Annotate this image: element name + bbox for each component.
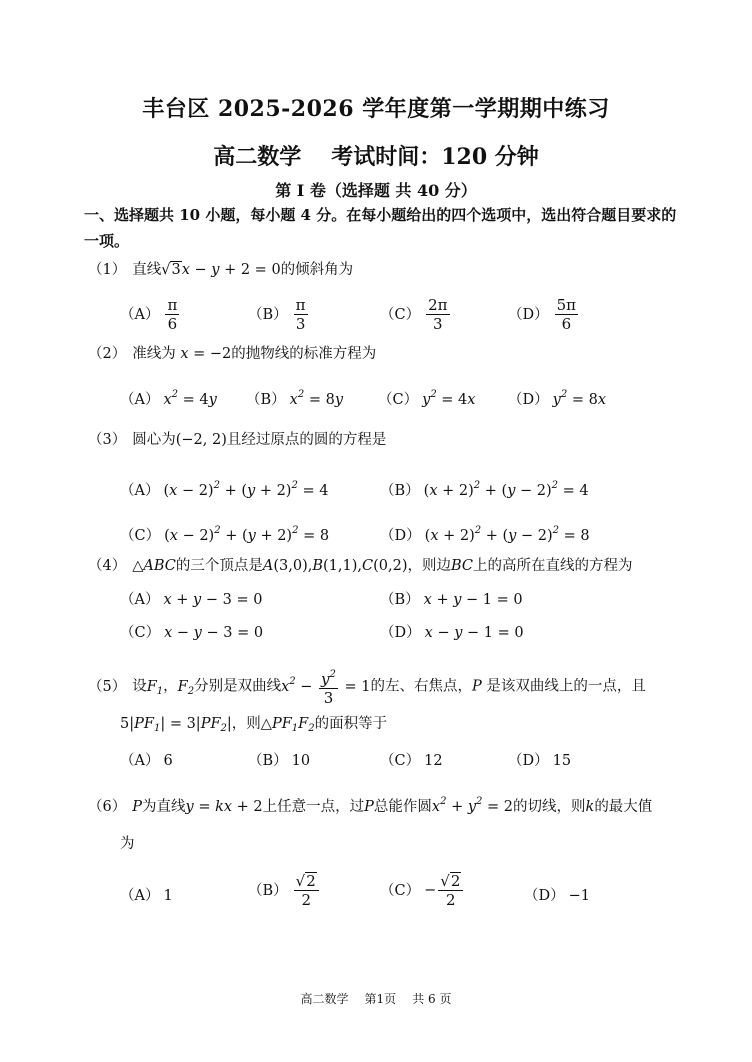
section-instructions: 一、选择题共 10 小题，每小题 4 分。在每小题给出的四个选项中，选出符合题目要求的一项。 [84,206,677,250]
formula: x + y − 3 = 0 [163,592,263,608]
formula: x = −2 [175,346,232,362]
formula: y = kx + 2 [185,799,263,815]
fraction: $\frac{\pi}{3}$ [295,296,306,333]
question-4-option-c: （C） x − y − 3 = 0 [120,625,264,641]
fraction: $\frac{√2}{2}$ [294,872,319,909]
question-6-option-c: （C） − $\frac{√2}{2}$ [380,872,465,909]
subject-label: 高二数学 [213,144,302,170]
question-2-option-d: （D） $y^2 = 8x$ [508,389,606,408]
formula: $x^2 = 8y$ [289,389,344,408]
fraction: $\frac{5\pi}{6}$ [556,296,577,333]
question-3-stem: （3） 圆心为(−2, 2)且经过原点的圆的方程是 [88,432,387,448]
exam-time: 考试时间：120 分钟 [331,144,539,170]
question-5-stem: （5） 设$F_1$，$F_2$分别是双曲线$x^2$ − $\frac{y^2}{3}$ = 1的左、右焦点，P 是该双曲线上的一点，且 [88,669,646,707]
question-2-option-c: （C） $y^2 = 4x$ [378,389,476,408]
formula: BC [450,558,474,574]
question-6-continuation: 为 [120,836,135,852]
question-2-option-a: （A） $x^2 = 4y$ [120,389,217,408]
question-3-option-d: （D） $(x + 2)^2 + (y - 2)^2 = 8$ [380,525,590,544]
question-2-stem: （2） 准线为 x = −2的抛物线的标准方程为 [88,346,377,362]
footer-subject: 高二数学 [300,992,349,1006]
question-4-option-b: （B） x + y − 1 = 0 [380,592,523,608]
footer-page: 第1页 [364,992,397,1006]
stem-text: 的倾斜角为 [280,262,354,278]
question-1-option-b: （B） $\frac{\pi}{3}$ [248,296,306,333]
formula: $(x + 2)^2 + (y - 2)^2 = 4$ [423,480,589,499]
question-4-option-d: （D） x − y − 1 = 0 [380,625,524,641]
stem-text: 直线 [132,262,162,278]
fraction: $\frac{2\pi}{3}$ [428,296,448,333]
formula: $(x + 2)^2 + (y - 2)^2 = 8$ [424,525,590,544]
question-1-option-c: （C） $\frac{2\pi}{3}$ [380,296,448,333]
formula: $F_1$ [146,678,164,697]
question-3-option-b: （B） $(x + 2)^2 + (y - 2)^2 = 4$ [380,480,589,499]
formula: $(x - 2)^2 + (y + 2)^2 = 4$ [163,480,329,499]
question-5-continuation: $5|PF_1| = 3|PF_2|$，则$\triangle PF_1F_2$的面积等于 [120,716,388,734]
question-3-option-a: （A） $(x - 2)^2 + (y + 2)^2 = 4$ [120,480,329,499]
formula: P [132,799,142,815]
formula: √3x − y + 2 = 0 [161,262,281,278]
formula: A(3,0),B(1,1),C(0,2) [262,558,408,574]
question-6-stem: （6） P为直线y = kx + 2上任意一点，过P总能作圆$x^2 + y^2 = 2$的切线，则k的最大值 [88,796,653,815]
question-5-option-c: （C） 12 [380,753,443,769]
formula: $\triangle PF_1F_2$ [260,716,315,734]
formula: $(x - 2)^2 + (y + 2)^2 = 8$ [164,525,330,544]
formula: $x^2 + y^2 = 2$ [431,796,514,815]
question-6-option-b: （B） $\frac{√2}{2}$ [248,872,321,909]
formula: △ABC [132,558,176,574]
formula: $x^2 = 4y$ [163,389,217,408]
fraction: $\frac{\pi}{6}$ [167,296,178,333]
question-5-option-b: （B） 10 [248,753,311,769]
fraction: $\frac{√2}{2}$ [438,872,463,909]
formula: x + y − 1 = 0 [423,592,523,608]
question-1-stem [88,258,353,282]
question-1-option-a: （A） $\frac{\pi}{6}$ [120,296,178,333]
question-4-option-a: （A） x + y − 3 = 0 [120,592,263,608]
paper-part-heading: 第 I 卷（选择题 共 40 分） [275,181,477,200]
question-4-stem: （4） △ABC的三个顶点是A(3,0),B(1,1),C(0,2)，则边BC上的高所在直线的方程为 [88,558,633,574]
formula: x − y − 1 = 0 [424,625,524,641]
question-3-option-c: （C） $(x - 2)^2 + (y + 2)^2 = 8$ [120,525,330,544]
page-footer [0,990,752,1007]
footer-total: 共 6 页 [412,992,452,1006]
question-6-option-a: （A） 1 [120,888,173,904]
formula: $x^2$ − $\frac{y^2}{3}$ = 1 [281,669,371,707]
formula: (−2, 2) [175,432,227,448]
formula: x − y − 3 = 0 [164,625,264,641]
exam-title: 丰台区 2025-2026 学年度第一学期期中练习 [142,96,610,122]
question-5-option-d: （D） 15 [508,753,572,769]
question-1-option-d: （D） $\frac{5\pi}{6}$ [508,296,577,333]
question-5-option-a: （A） 6 [120,753,173,769]
question-number: （1） [88,262,127,278]
formula: $y^2 = 4x$ [422,389,476,408]
formula: $y^2 = 8x$ [552,389,606,408]
question-2-option-b: （B） $x^2 = 8y$ [246,389,344,408]
exam-subtitle [0,140,752,171]
question-6-option-d: （D） −1 [524,888,591,904]
formula: $5|PF_1| = 3|PF_2|$ [120,716,232,734]
